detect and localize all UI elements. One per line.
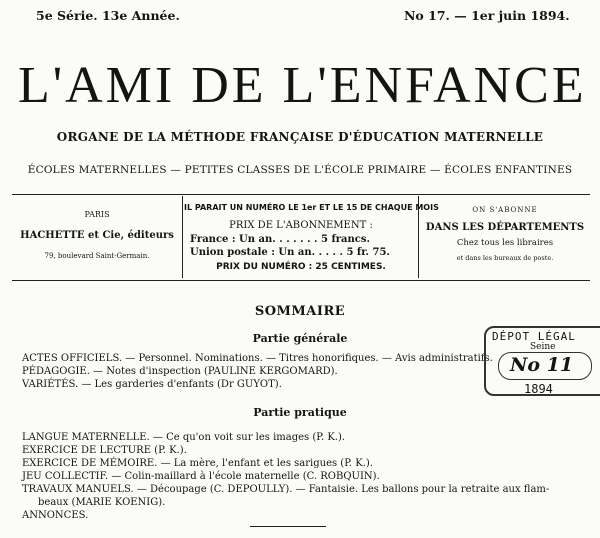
stamp-line1: DÉPOT LÉGAL <box>492 330 576 343</box>
publisher-name: HACHETTE et Cie, éditeurs <box>20 230 174 241</box>
general-section-title: Partie générale <box>252 332 348 345</box>
stamp-year: 1894 <box>524 382 553 396</box>
publisher-address: 79, boulevard Saint-Germain. <box>44 252 150 260</box>
bottom-rule <box>12 280 590 281</box>
departments-line1: ON S'ABONNE <box>472 206 538 214</box>
general-item-3: VARIÉTÉS. — Les garderies d'enfants (Dr GUYOT). <box>22 379 282 390</box>
journal-title: L'AMI DE L'ENFANCE <box>18 57 587 114</box>
publication-frequency: IL PARAIT UN NUMÉRO LE 1er ET LE 15 DE CHAQUE MOIS <box>184 203 439 212</box>
subscription-heading: PRIX DE L'ABONNEMENT : <box>229 220 373 231</box>
sommaire-title: SOMMAIRE <box>254 304 346 319</box>
stamp-number: No 11 <box>510 354 574 376</box>
publisher-city: PARIS <box>84 210 110 219</box>
top-rule <box>12 194 590 195</box>
departments-line2: DANS LES DÉPARTEMENTS <box>425 222 585 233</box>
practical-item-5: TRAVAUX MANUELS. — Découpage (C. DEPOULLY). — Fantaisie. Les ballons pour la retraite aux flam- <box>22 484 550 495</box>
schools-line: ÉCOLES MATERNELLES — PETITES CLASSES DE L'ÉCOLE PRIMAIRE — ÉCOLES ENFANTINES <box>27 164 573 176</box>
practical-item-3: EXERCICE DE MÉMOIRE. — La mère, l'enfant et les sarigues (P. K.). <box>22 458 373 469</box>
subscription-union: Union postale : Un an. . . . . 5 fr. 75. <box>190 247 390 258</box>
journal-subtitle: ORGANE DE LA MÉTHODE FRANÇAISE D'ÉDUCATION MATERNELLE <box>56 130 544 144</box>
column-divider-left <box>182 196 183 278</box>
subscription-france: France : Un an. . . . . . . 5 francs. <box>190 234 370 245</box>
end-rule <box>250 526 326 527</box>
practical-item-6: ANNONCES. <box>22 510 89 521</box>
practical-item-1: LANGUE MATERNELLE. — Ce qu'on voit sur les images (P. K.). <box>22 432 346 443</box>
series-label: 5e Série. 13e Année. <box>36 8 180 23</box>
practical-item-5-cont: beaux (MARIE KOENIG). <box>38 497 166 508</box>
issue-label: No 17. — 1er juin 1894. <box>404 8 570 23</box>
departments-line3: Chez tous les libraires <box>456 238 554 248</box>
general-item-1: ACTES OFFICIELS. — Personnel. Nominations. — Titres honorifiques. — Avis administratifs. <box>22 353 493 364</box>
stamp-line2: Seine <box>530 342 556 352</box>
general-item-2: PÉDAGOGIE. — Notes d'inspection (PAULINE KERGOMARD). <box>22 366 338 377</box>
departments-line4: et dans les bureaux de poste. <box>456 254 554 262</box>
practical-section-title: Partie pratique <box>253 406 347 419</box>
practical-item-4: JEU COLLECTIF. — Colin-maillard à l'école maternelle (C. ROBQUIN). <box>22 471 380 482</box>
practical-item-2: EXERCICE DE LECTURE (P. K.). <box>22 445 187 456</box>
issue-price: PRIX DU NUMÉRO : 25 CENTIMES. <box>216 262 386 272</box>
